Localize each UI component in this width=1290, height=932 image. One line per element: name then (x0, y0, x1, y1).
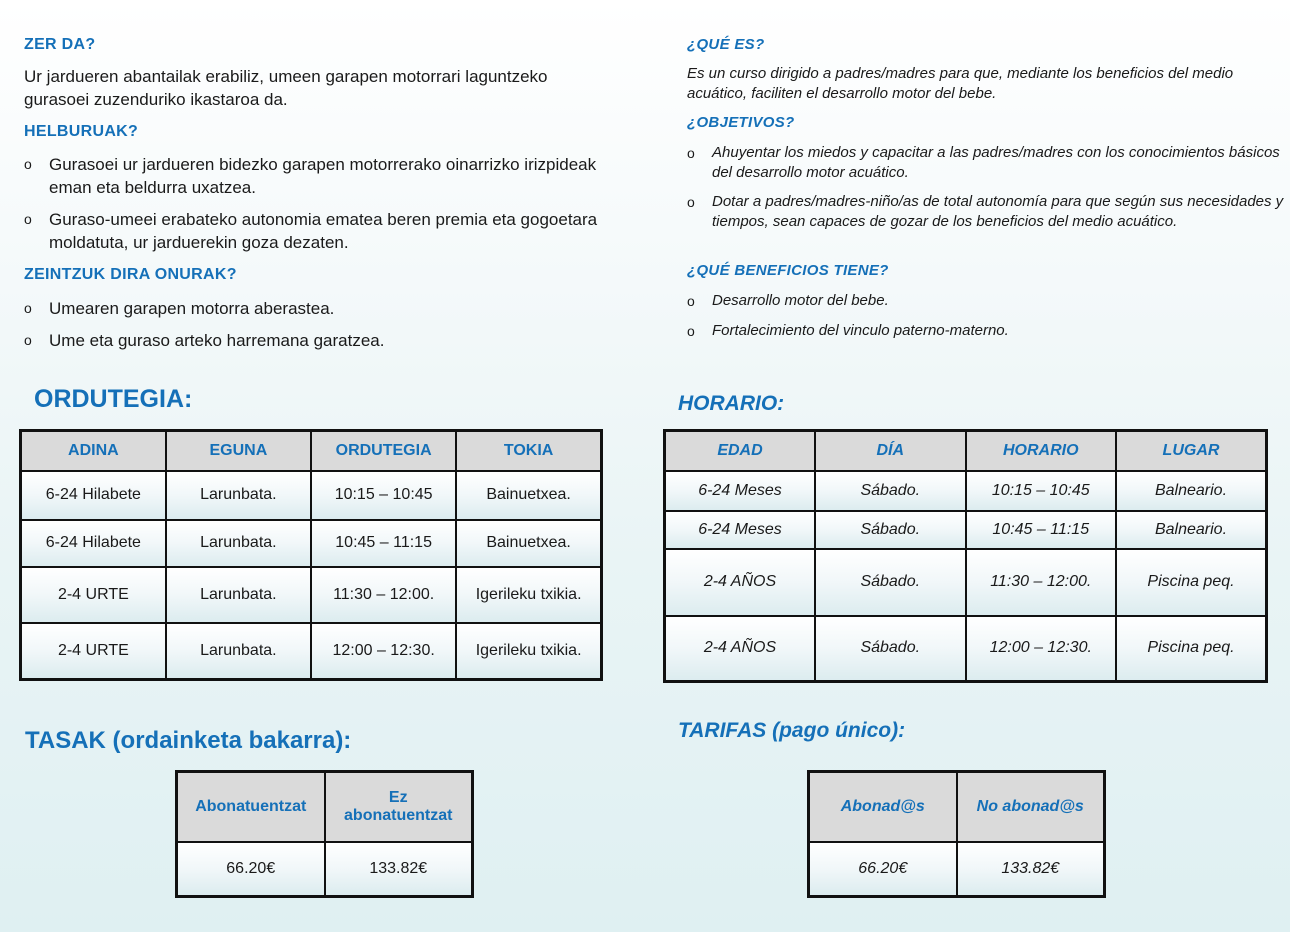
table-header-row (177, 772, 473, 842)
table-cell: 11:30 – 12:00. (966, 549, 1117, 616)
goal-item: o Dotar a padres/madres-niño/as de total autonomía para que según sus necesidades y tiempos, sean capaces de gozar de los beneficios del medio acuático. (687, 193, 1284, 230)
column-header: Abonatuentzat (177, 772, 325, 842)
table-cell: 12:00 – 12:30. (966, 616, 1117, 682)
table-cell: 133.82€ (957, 842, 1105, 897)
fees-table-eu (175, 770, 474, 898)
table-cell: 12:00 – 12:30. (311, 623, 456, 679)
column-header: HORARIO (966, 431, 1117, 471)
table-row (665, 549, 1267, 616)
table-cell: 10:45 – 11:15 (966, 511, 1117, 549)
what-heading: ZER DA? (24, 36, 96, 53)
benefits-heading: ¿QUÉ BENEFICIOS TIENE? (687, 262, 889, 279)
bullet-icon: o (24, 156, 32, 172)
table-cell: 10:15 – 10:45 (966, 471, 1117, 511)
column-header: ADINA (21, 431, 166, 471)
benefit-item: o Umearen garapen motorra aberastea. (24, 299, 335, 318)
column-header: Abonad@s (809, 772, 957, 842)
table-cell: 2-4 AÑOS (665, 549, 816, 616)
table-row (21, 471, 602, 520)
table-row (665, 511, 1267, 549)
schedule-title-eu: ORDUTEGIA: (34, 385, 193, 413)
schedule-table-es (663, 429, 1268, 683)
table-cell: Larunbata. (166, 623, 311, 679)
benefit-item: o Ume eta guraso arteko harremana garatzea. (24, 331, 385, 350)
what-text: Es un curso dirigido a padres/madres para que, mediante los beneficios del medio acuático, faciliten el desarrollo motor del bebe. (687, 65, 1234, 102)
column-header: LUGAR (1116, 431, 1267, 471)
fees-title-es: TARIFAS (pago único): (678, 719, 906, 742)
table-cell: 66.20€ (809, 842, 957, 897)
table-cell: 6-24 Hilabete (21, 471, 166, 520)
table-cell: 10:15 – 10:45 (311, 471, 456, 520)
table-cell: Sábado. (815, 616, 966, 682)
table-row (21, 520, 602, 567)
column-header: DÍA (815, 431, 966, 471)
table-header-row (21, 431, 602, 471)
goals-heading: ¿OBJETIVOS? (687, 114, 795, 131)
table-cell: Larunbata. (166, 520, 311, 567)
column-header: EGUNA (166, 431, 311, 471)
table-row (665, 471, 1267, 511)
table-cell: Piscina peq. (1116, 549, 1267, 616)
table-row (665, 616, 1267, 682)
table-row (177, 842, 473, 897)
column-header: EDAD (665, 431, 816, 471)
table-cell: Igerileku txikia. (456, 623, 601, 679)
table-header-row (809, 772, 1105, 842)
table-cell: Bainuetxea. (456, 471, 601, 520)
bullet-icon: o (687, 323, 695, 339)
bullet-icon: o (687, 145, 695, 161)
table-header-row (665, 431, 1267, 471)
column-header: Ez abonatuentzat (325, 772, 473, 842)
table-cell: Igerileku txikia. (456, 567, 601, 623)
table-cell: 6-24 Meses (665, 471, 816, 511)
table-cell: Sábado. (815, 511, 966, 549)
table-cell: 2-4 URTE (21, 623, 166, 679)
goals-heading: HELBURUAK? (24, 123, 139, 140)
table-cell: 2-4 AÑOS (665, 616, 816, 682)
bullet-icon: o (687, 293, 695, 309)
column-header: TOKIA (456, 431, 601, 471)
table-cell: Piscina peq. (1116, 616, 1267, 682)
table-cell: 10:45 – 11:15 (311, 520, 456, 567)
fees-table-es (807, 770, 1106, 898)
benefit-item: o Fortalecimiento del vinculo paterno-materno. (687, 322, 1009, 339)
table-cell: 11:30 – 12:00. (311, 567, 456, 623)
table-cell: Balneario. (1116, 511, 1267, 549)
benefit-item: o Desarrollo motor del bebe. (687, 292, 889, 309)
table-cell: 2-4 URTE (21, 567, 166, 623)
what-heading: ¿QUÉ ES? (687, 36, 765, 53)
goal-item: o Guraso-umeei erabateko autonomia ematea beren premia eta gogoetara moldatuta, ur jarduerekin goza dezaten. (24, 210, 598, 252)
goal-item: o Ahuyentar los miedos y capacitar a las padres/madres con los conocimientos básicos del desarrollo motor acuático. (687, 144, 1280, 181)
table-row (21, 567, 602, 623)
bullet-icon: o (24, 211, 32, 227)
bullet-icon: o (24, 332, 32, 348)
goal-item: o Gurasoei ur jardueren bidezko garapen motorrerako oinarrizko irizpideak eman eta beldurra uxatzea. (24, 155, 597, 197)
schedule-title-es: HORARIO: (678, 392, 785, 415)
table-cell: 6-24 Hilabete (21, 520, 166, 567)
table-cell: Bainuetxea. (456, 520, 601, 567)
table-cell: Balneario. (1116, 471, 1267, 511)
bullet-icon: o (687, 194, 695, 210)
table-cell: 66.20€ (177, 842, 325, 897)
table-row (21, 623, 602, 679)
table-cell: Sábado. (815, 549, 966, 616)
benefits-heading: ZEINTZUK DIRA ONURAK? (24, 266, 237, 283)
bullet-icon: o (24, 300, 32, 316)
table-cell: Larunbata. (166, 471, 311, 520)
table-cell: Larunbata. (166, 567, 311, 623)
schedule-table-eu (19, 429, 603, 681)
table-cell: 6-24 Meses (665, 511, 816, 549)
table-cell: Sábado. (815, 471, 966, 511)
what-text: Ur jardueren abantailak erabiliz, umeen garapen motorrari laguntzeko gurasoei zuzenduriko ikastaroa da. (24, 67, 548, 109)
table-row (809, 842, 1105, 897)
fees-title-eu: TASAK (ordainketa bakarra): (25, 727, 352, 754)
column-header: ORDUTEGIA (311, 431, 456, 471)
table-cell: 133.82€ (325, 842, 473, 897)
column-header: No abonad@s (957, 772, 1105, 842)
